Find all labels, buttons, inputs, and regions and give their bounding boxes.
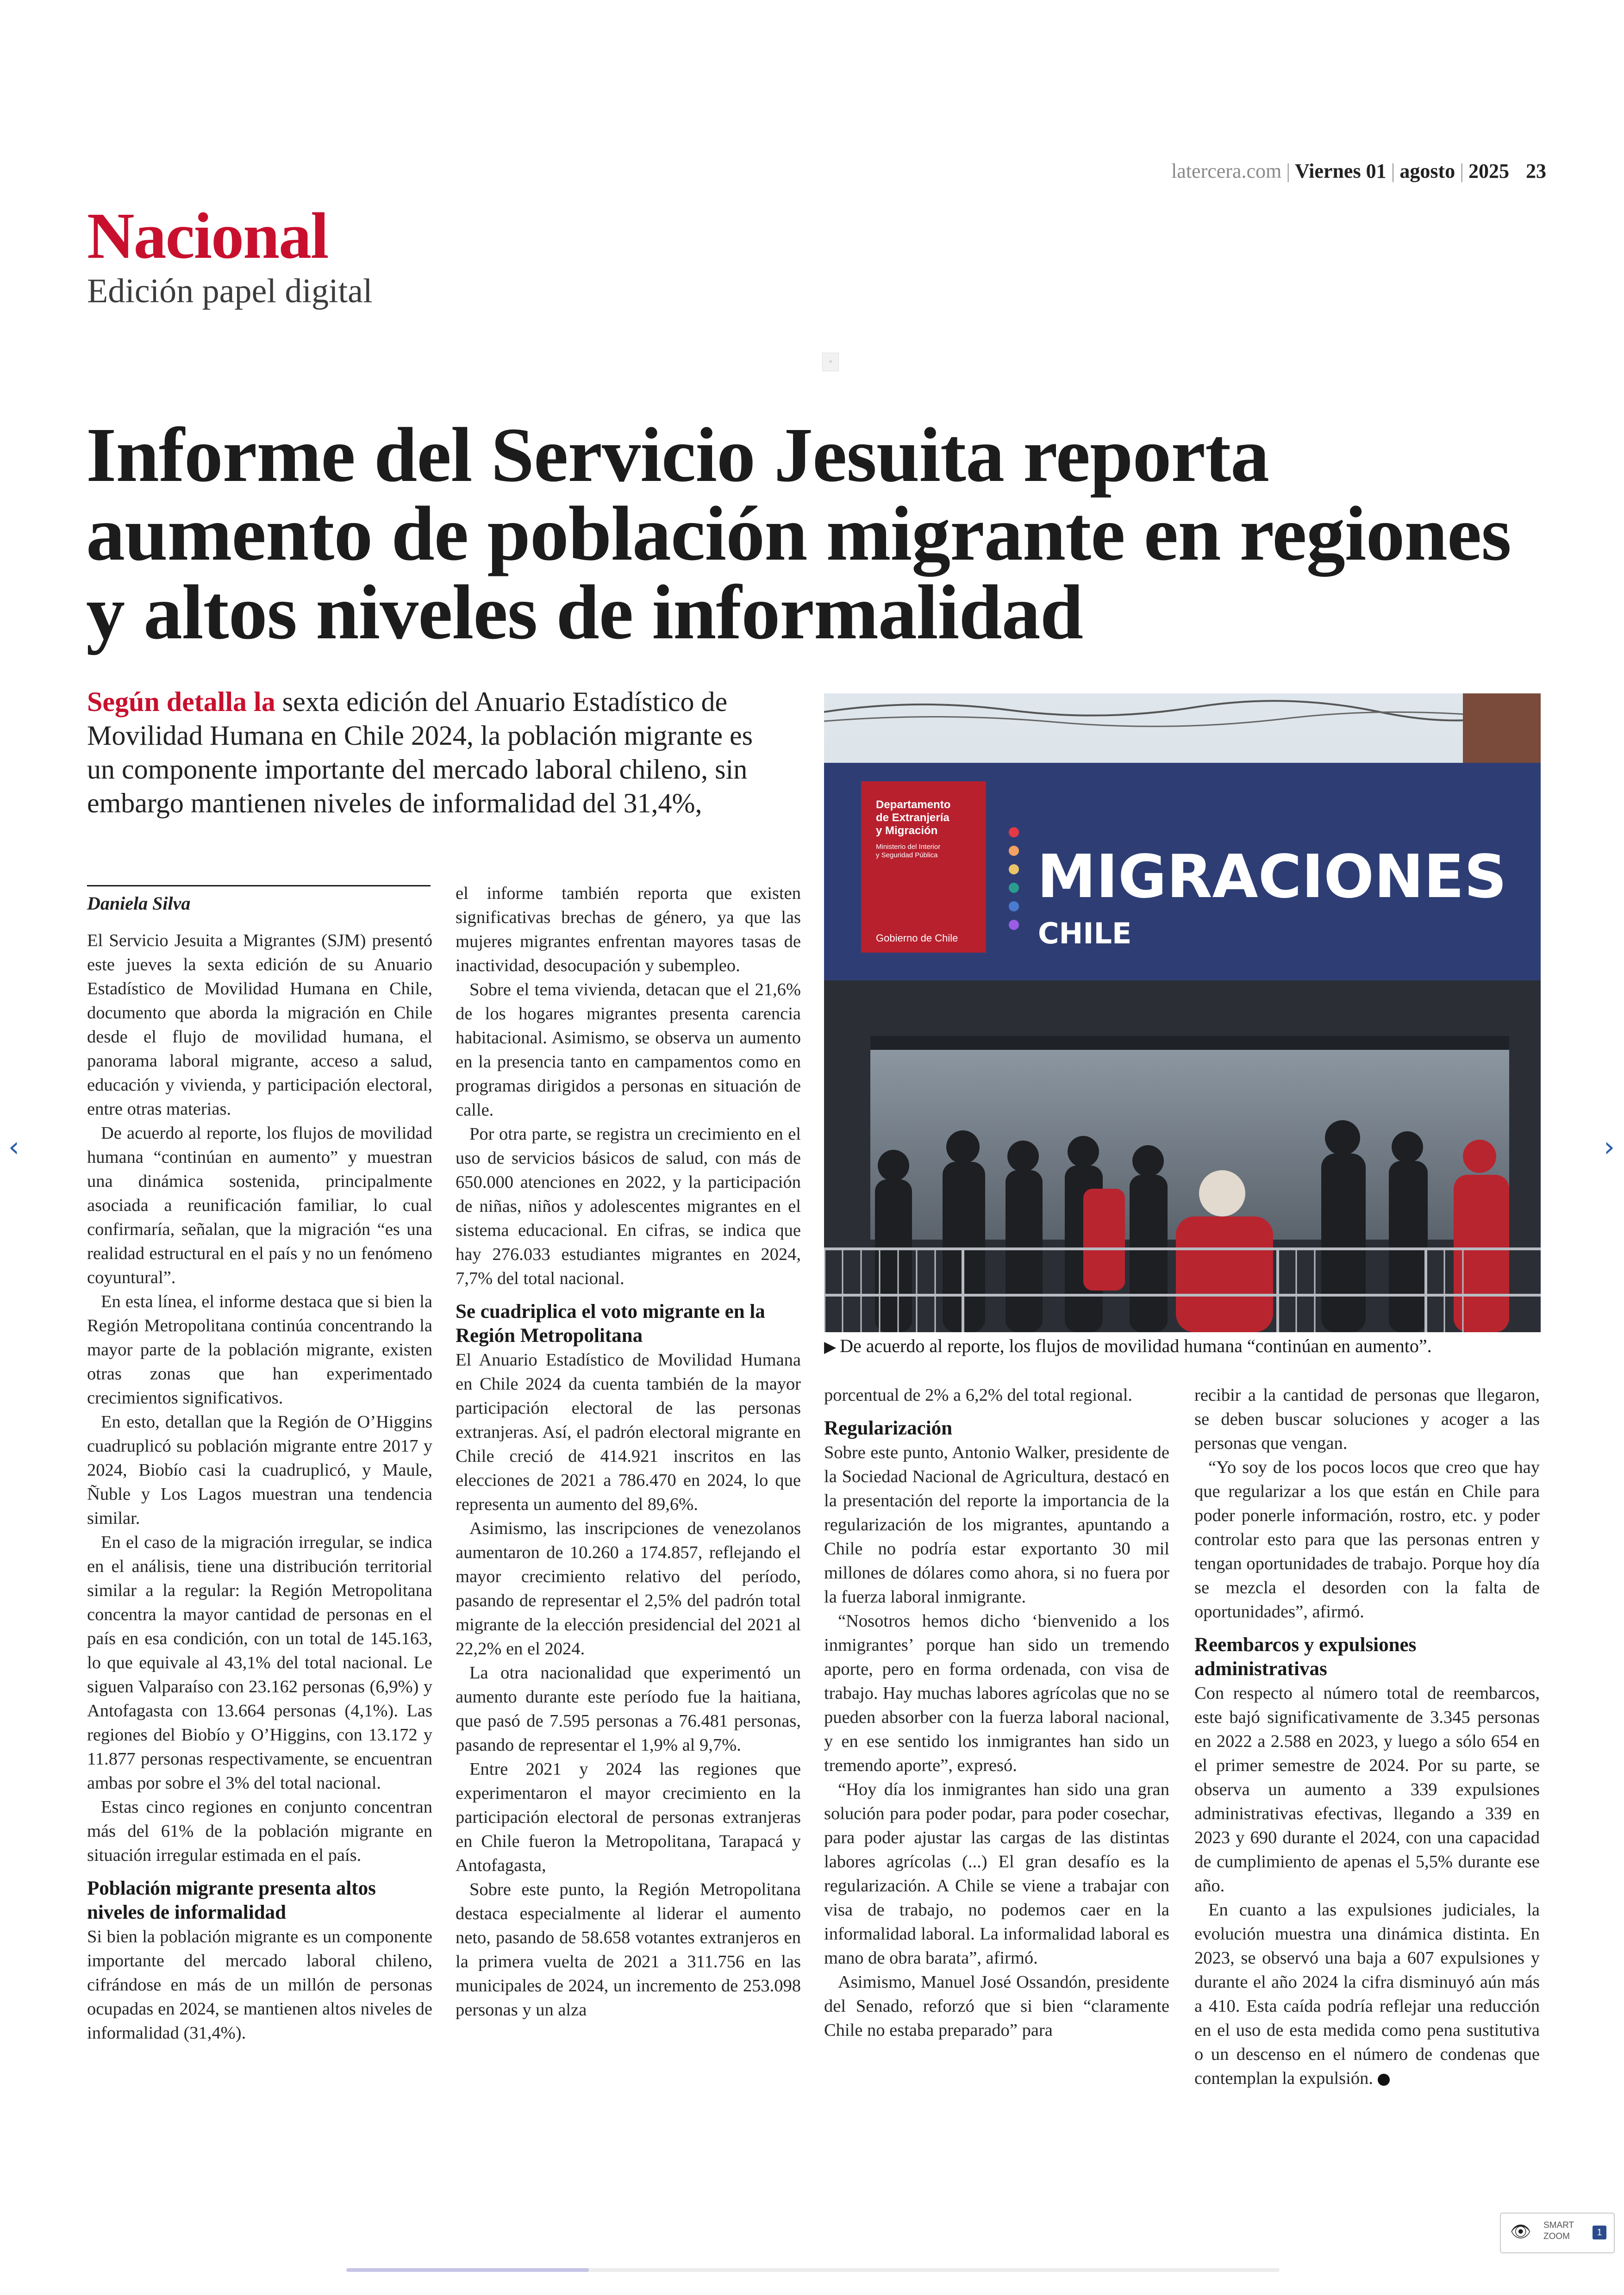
sign-sub: CHILE xyxy=(1038,917,1132,950)
page-thumbnail-icon[interactable]: ▫ xyxy=(822,353,839,371)
paragraph: Estas cinco regiones en conjunto concentran más del 61% de la población migrante en situación irregular estimada en el país. xyxy=(87,1797,432,1865)
subheading: Población migrante presenta altos niveles de informalidad xyxy=(87,1877,376,1923)
end-of-article-icon xyxy=(1378,2074,1390,2086)
eye-icon: 👁 xyxy=(1510,2222,1531,2241)
page-number: 23 xyxy=(1526,160,1546,182)
sign-main: MIGRACIONES xyxy=(1037,842,1507,911)
paragraph: Con respecto al número total de reembarcos, este bajó significativamente de 3.345 personas en 2022 a 2.588 en 2023, y luego a sólo 654 en el primer semestre de 2024. Por su parte, se observa un aumento a 339 expulsiones administrativas efectivas, llegando a 339 en 2023 y 690 durante el 2024, con una capacidad de cumplimiento de apenas el 5,5% durante ese año. xyxy=(1194,1684,1540,1896)
caption-text: De acuerdo al reporte, los flujos de movilidad humana “continúan en aumento”. xyxy=(840,1335,1432,1356)
sign-ministry-line1: Ministerio del Interior xyxy=(876,843,941,851)
site-name: latercera.com xyxy=(1171,160,1282,182)
lead-kicker: Según detalla la xyxy=(87,686,275,717)
page-progress-fill xyxy=(346,2268,589,2272)
subheading: Regularización xyxy=(824,1417,953,1439)
sign-dept-line2: de Extranjería xyxy=(876,811,949,824)
paragraph: Si bien la población migrante es un componente importante del mercado laboral chileno, cifrándose en más de un millón de personas ocupadas en 2024, se mantienen altos niveles de informalidad (31,4%). xyxy=(87,1927,432,2043)
paragraph: De acuerdo al reporte, los flujos de movilidad humana “continúan en aumento” y muestran una dinámica sostenida, principalmente asociada a reunificación familiar, lo cual confirmaría, señalan, que la migración “es una realidad estructural en el país y no un fenómeno coyuntural”. xyxy=(87,1123,432,1287)
chevron-right-icon[interactable]: › xyxy=(1604,1131,1615,1163)
sign-dept-line1: Departamento xyxy=(876,798,951,811)
column-2 xyxy=(456,881,801,2022)
paragraph: “Hoy día los inmigrantes han sido una gran solución para poder podar, para poder cosechar, para poder ajustar las cargas de las distintas labores agrícolas (...) El gran desafío es la regularización. A Chile se viene a trabajar con visa de trabajo, no podemos caer en la informalidad laboral. La informalidad laboral es mano de obra barata”, afirmó. xyxy=(824,1780,1169,1968)
column-4 xyxy=(1194,1383,1540,2090)
byline-rule xyxy=(87,885,431,886)
chevron-left-icon[interactable]: ‹ xyxy=(8,1131,19,1163)
date-month: agosto xyxy=(1399,160,1455,182)
column-3 xyxy=(824,1383,1169,2042)
smart-zoom-button[interactable] xyxy=(1500,2213,1615,2253)
paragraph: El Servicio Jesuita a Migrantes (SJM) presentó este jueves la sexta edición de su Anuario Estadístico de Movilidad Humana en Chile, documento que aborda la migración en Chile desde el flujo de movilidad humana, el panorama laboral migrante, acceso a salud, educación y vivienda, y participación electoral, entre otras materias. xyxy=(87,931,432,1119)
paragraph: el informe también reporta que existen significativas brechas de género, ya que las mujeres migrantes enfrentan mayores tasas de inactividad, desocupación y subempleo. xyxy=(456,884,801,975)
paragraph: Sobre este punto, la Región Metropolitana destaca especialmente al liderar el aumento neto, pasando de 58.658 votantes extranjeros en la primera vuelta de 2021 a 311.756 en las municipales de 2024, un incremento de 253.098 personas y un alza xyxy=(456,1880,801,2020)
paragraph: Asimismo, Manuel José Ossandón, presidente del Senado, reforzó que si bien “claramente Chile no estaba preparado” para xyxy=(824,1972,1169,2040)
smart-zoom-label: SMART ZOOM xyxy=(1543,2220,1574,2241)
paragraph: “Yo soy de los pocos locos que creo que hay que regularizar a los que están en Chile para poder ponerle información, rostro, etc. y poder controlar esto para que las personas entren y tengan oportunidades de trabajo. Porque hoy día se mezcla el desorden con la falta de oportunidades”, afirmó. xyxy=(1194,1458,1540,1621)
paragraph: Por otra parte, se registra un crecimiento en el uso de servicios básicos de salud, con más de 650.000 atenciones en 2022, y la participación de niñas, niños y adolescentes migrantes en el sistema educacional. En cifras, se indica que hay 276.033 estudiantes migrantes en 2024, 7,7% del total nacional. xyxy=(456,1124,801,1288)
paragraph: Entre 2021 y 2024 las regiones que experimentaron el mayor crecimiento en la participación electoral de personas extranjeras en Chile fueron la Metropolitana, Tarapacá y Antofagasta, xyxy=(456,1759,801,1875)
paragraph: El Anuario Estadístico de Movilidad Humana en Chile 2024 da cuenta también de la mayor participación electoral de las personas extranjeras. Así, el padrón electoral migrante en Chile creció de 414.921 inscritos en las elecciones de 2021 a 786.470 en 2024, lo que representa un aumento del 89,6%. xyxy=(456,1350,801,1514)
date-year: 2025 xyxy=(1468,160,1509,182)
edition-subtitle: Edición papel digital xyxy=(87,272,373,310)
paragraph: La otra nacionalidad que experimentó un aumento durante este período fue la haitiana, que pasó de 7.595 personas a 76.481 personas, pasando de representar el 1,9% al 9,7%. xyxy=(456,1663,801,1755)
column-1 xyxy=(87,929,432,2045)
photo-caption xyxy=(824,1335,1546,1358)
paragraph: En esto, detallan que la Región de O’Higgins cuadruplicó su población migrante entre 2017 y 2024, Biobío casi la cuadruplicó, y Maule, Ñuble y Los Lagos muestran una tendencia similar. xyxy=(87,1412,432,1528)
article-photo xyxy=(824,693,1541,1332)
paragraph: recibir a la cantidad de personas que llegaron, se deben buscar soluciones y acoger a las personas que vengan. xyxy=(1194,1385,1540,1453)
lead-paragraph xyxy=(87,685,781,820)
paragraph: Sobre el tema vivienda, detacan que el 21,6% de los hogares migrantes presenta carencia habitacional. Asimismo, se observa un aumento en la presencia tanto en campamentos como en programas dirigidos a personas en situación de calle. xyxy=(456,980,801,1120)
paragraph xyxy=(1194,1898,1540,2090)
date-day: Viernes 01 xyxy=(1295,160,1387,182)
byline: Daniela Silva xyxy=(87,893,191,914)
subheading: Se cuadriplica el voto migrante en la Región Metropolitana xyxy=(456,1301,765,1347)
paragraph-text: En cuanto a las expulsiones judiciales, la evolución muestra una dinámica distinta. En 2023, se observó una baja a 607 expulsiones y durante el año 2024 la cifra disminuyó aún más a 410. Esta caída podría reflejar una reducción en el uso de esta medida como pena sustitutiva o un descenso en el número de condenas que contemplan la expulsión. xyxy=(1194,1900,1540,2088)
paragraph: En esta línea, el informe destaca que si bien la Región Metropolitana continúa concentrando la mayor parte de la población migrante, existen otras zonas que han experimentado crecimientos significativos. xyxy=(87,1292,432,1408)
dateline: latercera.com | Viernes 01 | agosto | 2025 23 xyxy=(1171,160,1546,182)
paragraph: En el caso de la migración irregular, se indica en el análisis, tiene una distribución territorial similar a la regular: la Región Metropolitana concentra la mayor cantidad de personas en el país en esa condición, con un total de 145.163, lo que equivale al 43,1% del total nacional. Le siguen Valparaíso con 23.162 personas (6,9%) y Antofagasta con 13.664 personas (4,1%). Las regiones del Biobío y O’Higgins, con 13.172 y 11.877 personas respectivamente, se encuentran ambas por sobre el 3% del total nacional. xyxy=(87,1533,432,1793)
headline: Informe del Servicio Jesuita reporta aumento de población migrante en regiones y altos niveles de informalidad xyxy=(86,412,1511,655)
paragraph: Sobre este punto, Antonio Walker, presidente de la Sociedad Nacional de Agricultura, destacó en la presentación del reporte la importancia de la regularización de los migrantes, apuntando a Chile no podría estar exportanto 30 mil millones de dólares como ahora, si no fuera por la fuerza laboral inmigrante. xyxy=(824,1443,1169,1607)
section-title: Nacional xyxy=(87,199,328,272)
subheading: Reembarcos y expulsiones administrativas xyxy=(1194,1634,1417,1680)
page-progress-bar[interactable] xyxy=(346,2268,1280,2272)
sign-dept-line3: y Migración xyxy=(876,824,938,837)
lead-text: sexta edición del Anuario Estadístico de Movilidad Humana en Chile 2024, la población migrante es un componente importante del mercado laboral chileno, sin embargo mantienen niveles de informalidad del 31,4%, xyxy=(87,686,753,818)
sign-ministry-line2: y Seguridad Pública xyxy=(876,851,938,859)
paragraph: “Nosotros hemos dicho ‘bienvenido a los inmigrantes’ porque han sido un tremendo aporte, pero en forma ordenada, con visa de trabajo. Hay muchas labores agrícolas que no se pueden absorber con la fuerza laboral nacional, y en ese sentido los inmigrantes han sido un tremendo aporte”, expresó. xyxy=(824,1611,1169,1775)
paragraph: porcentual de 2% a 6,2% del total regional. xyxy=(824,1385,1133,1405)
caption-arrow-icon: ▶ xyxy=(824,1338,837,1356)
zoom-badge: 1 xyxy=(1593,2226,1606,2239)
sign-government: Gobierno de Chile xyxy=(876,932,958,944)
paragraph: Asimismo, las inscripciones de venezolanos aumentaron de 10.260 a 174.857, reflejando el mayor crecimiento relativo del período, pasando de representar el 2,5% del padrón total migrante de la elección presidencial del 2021 al 22,2% en el 2024. xyxy=(456,1519,801,1659)
